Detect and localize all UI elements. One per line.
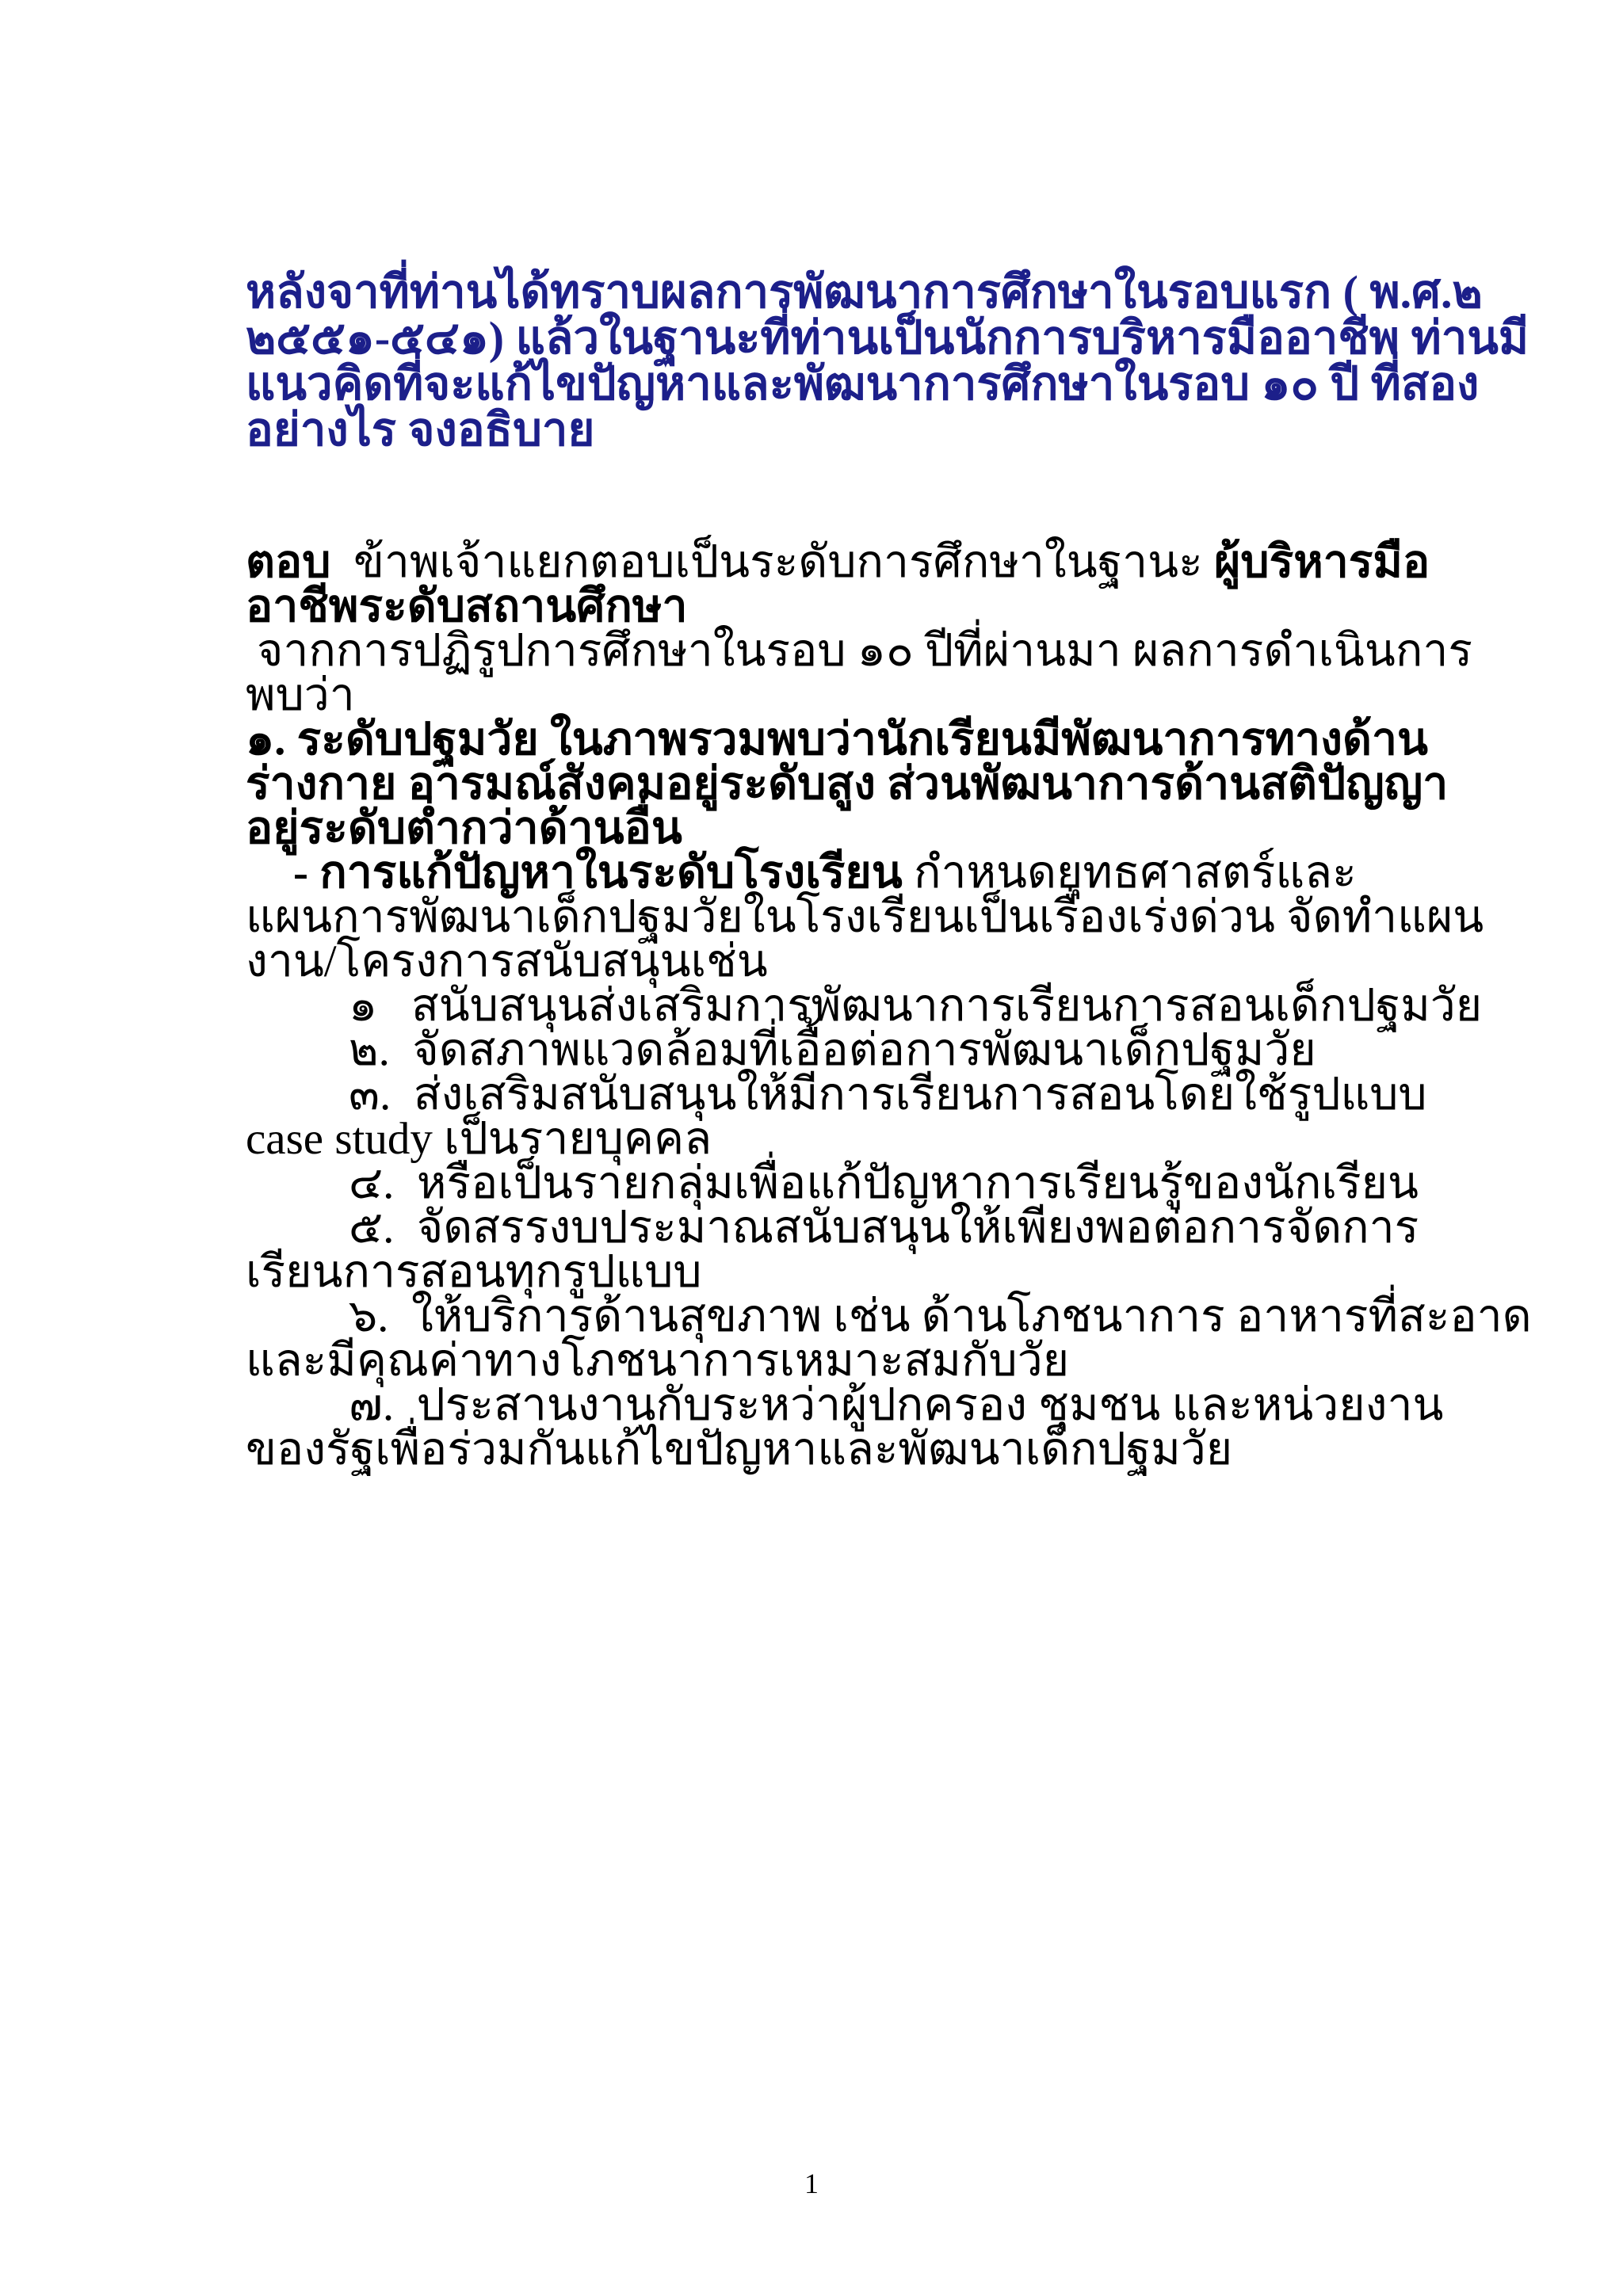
list-item-continuation: ของรัฐเพื่อร่วมกันแก้ไขปัญหาและพัฒนาเด็กปฐมวัย [246,1425,1233,1474]
list-item [246,1070,1482,1119]
list-item-text: จัดสรรงบประมาณสนับสนุนให้เพียงพอต่อการจัดการ [416,1203,1419,1253]
question-heading [246,266,1529,456]
list-item-continuation: และมีคุณค่าทางโภชนาการเหมาะสมกับวัย [246,1336,1070,1386]
page-number: 1 [804,2168,819,2199]
list-item [246,1158,1482,1208]
list-item-text: ให้บริการด้านสุขภาพ เช่น ด้านโภชนาการ อาหารที่สะอาด [411,1291,1532,1341]
numbered-list [246,981,1532,1474]
answer-label: ตอบ [246,537,331,587]
list-item [246,981,1483,1031]
question-line: แนวคิดที่จะแก้ไขปัญหาและพัฒนาการศึกษาในรอบ ๑๐ ปี ที่สอง [246,358,1480,410]
answer-intro-line [246,537,1482,587]
level-heading-line: ร่างกาย อารมณ์สังคมอยู่ระดับสูง ส่วนพัฒนาการด้านสติปัญญา [246,759,1449,809]
reform-line: พบว่า [246,670,355,720]
answer-role-bold-line: อาชีพระดับสถานศึกษา [246,582,688,631]
list-item-continuation: case study เป็นรายบุคคล [246,1114,712,1164]
question-line: หลังจาที่ท่านได้ทราบผลการพัฒนาการศึกษาในรอบแรก ( พ.ศ.๒ [246,266,1483,318]
school-solution-line: งาน/โครงการสนับสนุนเช่น [246,936,768,986]
list-item-number: ๓. [349,1070,391,1119]
list-item-text: สนับสนุนส่งเสริมการพัฒนาการเรียนการสอนเด็กปฐมวัย [411,981,1483,1031]
spacer [246,453,1482,540]
list-item [246,1025,1482,1075]
list-item [246,1291,1532,1341]
answer-intro-text: ข้าพเจ้าแยกตอบเป็นระดับการศึกษาในฐานะ [353,537,1203,587]
school-solution-line: แผนการพัฒนาเด็กปฐมวัยในโรงเรียนเป็นเรื่องเร่งด่วน จัดทำแผน [246,892,1484,942]
question-line: ๒๕๕๑-๕๔๑) แล้วในฐานะที่ท่านเป็นนักการบริหารมืออาชีพ ท่านมี [246,312,1529,364]
list-item-text: หรือเป็นรายกลุ่มเพื่อแก้ปัญหาการเรียนรู้ของนักเรียน [416,1158,1419,1208]
list-item-number: ๖. [349,1291,389,1341]
level-heading-line: ๑. ระดับปฐมวัย ในภาพรวมพบว่านักเรียนมีพัฒนาการทางด้าน [246,715,1428,765]
list-item-number: ๕. [349,1203,395,1253]
reform-line: จากการปฏิรูปการศึกษาในรอบ ๑๐ ปีที่ผ่านมา ผลการดำเนินการ [257,626,1472,676]
list-item-continuation: เรียนการสอนทุกรูปแบบ [246,1247,702,1297]
question-line: อย่างไร จงอธิบาย [246,404,595,456]
school-solution-label: - การแก้ปัญหาในระดับโรงเรียน [293,848,903,898]
answer-role-bold: ผู้บริหารมือ [1214,537,1430,587]
list-item [246,1380,1482,1430]
list-item-number: ๑ [349,981,378,1031]
school-solution-line [246,848,1482,898]
list-item [246,1203,1482,1253]
list-item-text: ส่งเสริมสนับสนุนให้มีการเรียนการสอนโดยใช้รูปแบบ [413,1070,1427,1119]
list-item-number: ๗. [349,1380,395,1430]
list-item-number: ๔. [349,1158,395,1208]
page-content [246,266,1532,1474]
answer-section [246,537,1532,1474]
list-item-text: ประสานงานกับระหว่าผู้ปกครอง ชุมชน และหน่วยงาน [416,1380,1444,1430]
school-solution-text: กำหนดยุทธศาสตร์และ [913,848,1357,898]
level-heading-line: อยู่ระดับต่ำกว่าด้านอื่น [246,803,682,853]
list-item-text: จัดสภาพแวดล้อมที่เอื้อต่อการพัฒนาเด็กปฐมวัย [412,1025,1316,1075]
list-item-number: ๒. [349,1025,390,1075]
